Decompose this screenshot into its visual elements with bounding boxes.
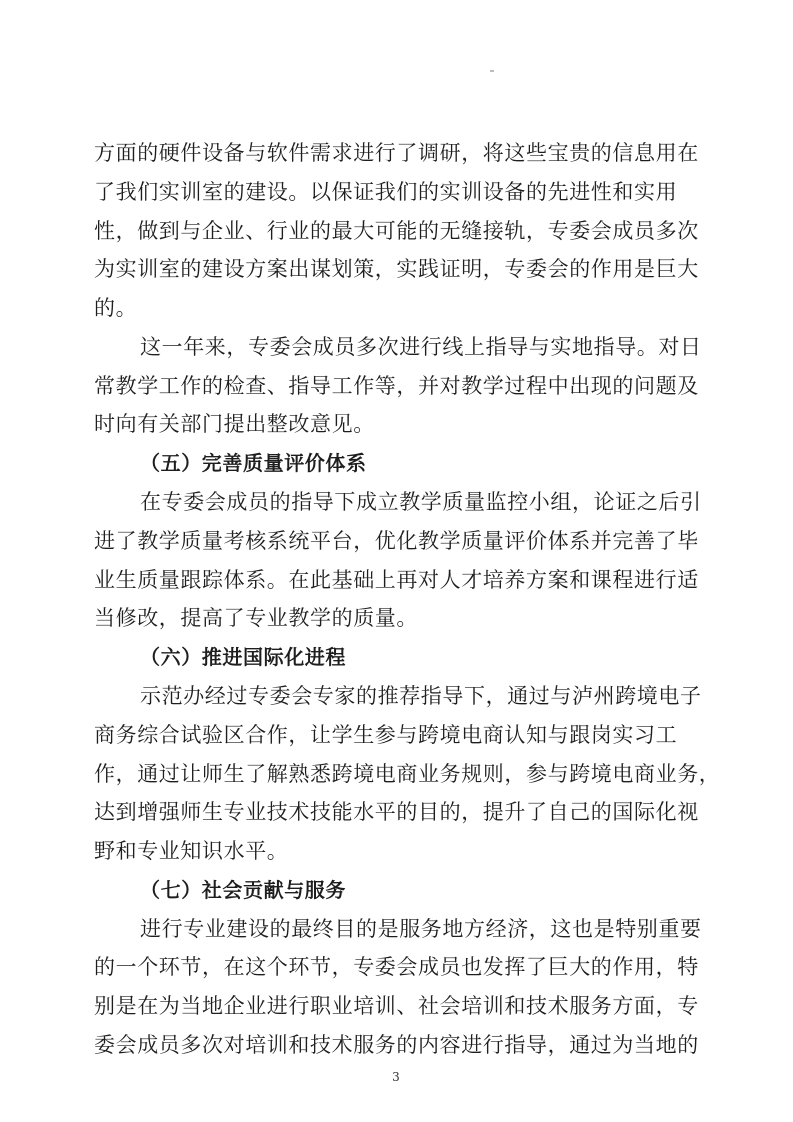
section-heading-7: （七）社会贡献与服务 [140, 878, 346, 902]
paragraph-line: 的一个环节，在这个环节，专委会成员也发挥了巨大的作用，特 [94, 955, 699, 979]
paragraph-line: 示范办经过专委会专家的推荐指导下，通过与泸州跨境电子 [140, 684, 702, 708]
paragraph-line: 这一年来，专委会成员多次进行线上指导与实地指导。对日 [140, 335, 702, 359]
paragraph-line: 的。 [94, 296, 138, 320]
paragraph-line: 时向有关部门提出整改意见。 [94, 412, 375, 436]
paragraph-line: 野和专业知识水平。 [94, 839, 289, 863]
paragraph-line: 进了教学质量考核系统平台，优化教学质量评价体系并完善了毕 [94, 529, 699, 553]
scan-mark [490, 70, 494, 72]
section-heading-5: （五）完善质量评价体系 [140, 451, 367, 475]
paragraph-line: 业生质量跟踪体系。在此基础上再对人才培养方案和课程进行适 [94, 568, 699, 592]
paragraph-line: 别是在为当地企业进行职业培训、社会培训和技术服务方面，专 [94, 994, 699, 1018]
paragraph-line: 了我们实训室的建设。以保证我们的实训设备的先进性和实用 [94, 180, 678, 204]
paragraph-line: 进行专业建设的最终目的是服务地方经济，这也是特别重要 [140, 917, 702, 941]
paragraph-line: 为实训室的建设方案出谋划策，实践证明，专委会的作用是巨大 [94, 257, 699, 281]
section-heading-6: （六）推进国际化进程 [140, 645, 346, 669]
paragraph-line: 在专委会成员的指导下成立教学质量监控小组，论证之后引 [140, 490, 702, 514]
page-number: 3 [392, 1070, 400, 1084]
paragraph-line: 常教学工作的检查、指导工作等，并对教学过程中出现的问题及 [94, 374, 699, 398]
paragraph-line: 作，通过让师生了解熟悉跨境电商业务规则，参与跨境电商业务， [94, 762, 721, 786]
paragraph-line: 委会成员多次对培训和技术服务的内容进行指导，通过为当地的 [94, 1033, 699, 1057]
paragraph-line: 性，做到与企业、行业的最大可能的无缝接轨，专委会成员多次 [94, 219, 699, 243]
paragraph-line: 达到增强师生专业技术技能水平的目的，提升了自己的国际化视 [94, 800, 699, 824]
paragraph-line: 商务综合试验区合作，让学生参与跨境电商认知与跟岗实习工 [94, 723, 678, 747]
paragraph-line: 当修改，提高了专业教学的质量。 [94, 606, 418, 630]
paragraph-line: 方面的硬件设备与软件需求进行了调研，将这些宝贵的信息用在 [94, 141, 699, 165]
